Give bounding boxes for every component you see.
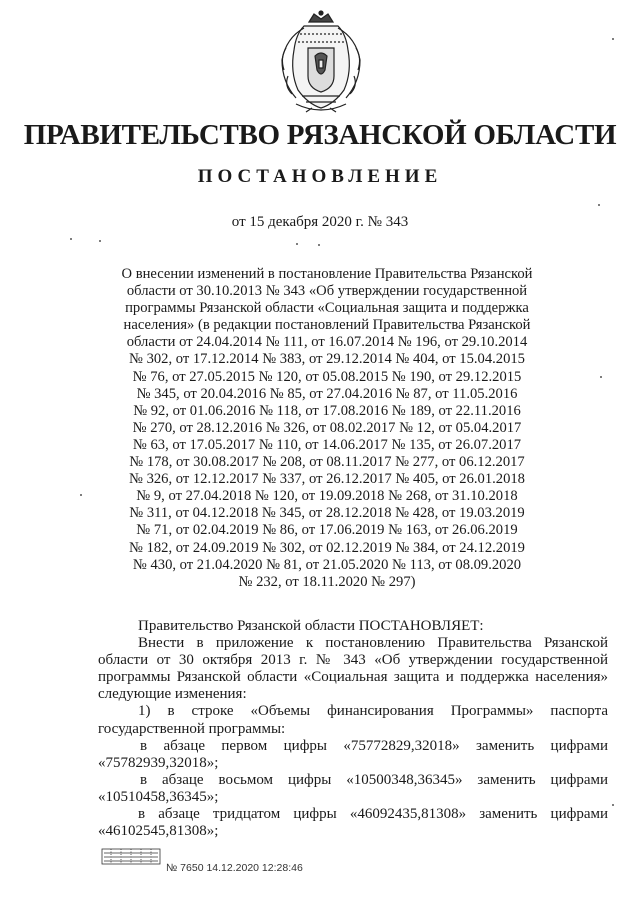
subject-line: № 178, от 30.08.2017 № 208, от 08.11.2017 № 277, от 06.12.2017	[129, 454, 525, 471]
archive-stamp-icon	[101, 848, 161, 865]
subitem-line: «46102545,81308»;	[98, 823, 219, 840]
document-body	[98, 618, 608, 840]
subitem-line: «10510458,36345»;	[98, 788, 219, 805]
subitem-line: в абзаце тридцатом цифры «46092435,81308» заменить цифрами	[138, 806, 608, 823]
subject-line: № 9, от 27.04.2018 № 120, от 19.09.2018 № 268, от 31.10.2018	[136, 488, 518, 505]
scan-speck	[80, 494, 82, 496]
subject-line: № 270, от 28.12.2016 № 326, от 08.02.2017 № 12, от 05.04.2017	[132, 419, 522, 436]
decree-intro: Правительство Рязанской области ПОСТАНОВЛЯЕТ:	[138, 618, 484, 634]
item-line: 1) в строке «Объемы финансирования Программы» паспорта	[138, 703, 608, 720]
item-line: государственной программы:	[98, 720, 286, 737]
subject-line: № 302, от 17.12.2014 № 383, от 29.12.2014 № 404, от 15.04.2015	[129, 351, 525, 368]
scan-speck	[600, 376, 602, 378]
scan-speck	[598, 204, 600, 206]
scan-speck	[318, 244, 320, 246]
scan-speck	[99, 240, 101, 242]
subject-line: № 92, от 01.06.2016 № 118, от 17.08.2016 № 189, от 22.11.2016	[133, 402, 521, 419]
subject-line: № 71, от 02.04.2019 № 86, от 17.06.2019 № 163, от 26.06.2019	[136, 522, 518, 539]
subject-line: О внесении изменений в постановление Правительства Рязанской	[121, 266, 533, 282]
scan-speck	[296, 243, 298, 245]
subject-line: программы Рязанской области «Социальная защита и поддержка	[125, 300, 529, 317]
subject-line: № 430, от 21.04.2020 № 81, от 21.05.2020 № 113, от 08.09.2020	[132, 556, 522, 573]
subitem-line: в абзаце восьмом цифры «10500348,36345» заменить цифрами	[140, 771, 608, 788]
scan-speck	[612, 38, 614, 40]
subject-line: области от 30.10.2013 № 343 «Об утверждении государственной	[126, 283, 528, 300]
paragraph-line: области от 30 октября 2013 г. № 343 «Об утверждении государственной	[98, 652, 608, 669]
scan-speck	[70, 238, 72, 240]
subject-line: № 182, от 24.09.2019 № 302, от 02.12.2019 № 384, от 24.12.2019	[129, 539, 525, 556]
subitem-line: в абзаце первом цифры «75772829,32018» заменить цифрами	[140, 737, 608, 754]
subitem-line: «75782939,32018»;	[98, 754, 219, 771]
document-date-number: от 15 декабря 2020 г. № 343	[231, 214, 409, 230]
document-type-title: ПОСТАНОВЛЕНИЕ	[197, 166, 443, 187]
subject-line: № 232, от 18.11.2020 № 297)	[238, 573, 416, 590]
paragraph-line: Внести в приложение к постановлению Правительства Рязанской	[138, 635, 608, 652]
coat-of-arms-emblem	[276, 8, 366, 114]
paragraph-line: программы Рязанской области «Социальная защита и поддержка населения»	[98, 669, 608, 686]
paragraph-line: следующие изменения:	[98, 686, 247, 703]
subject-line: области от 24.04.2014 № 111, от 16.07.2014 № 196, от 29.10.2014	[126, 334, 528, 351]
scan-speck	[612, 804, 614, 806]
subject-line: № 76, от 27.05.2015 № 120, от 05.08.2015 № 190, от 29.12.2015	[132, 368, 522, 385]
subject-line: № 63, от 17.05.2017 № 110, от 14.06.2017 № 135, от 26.07.2017	[132, 436, 522, 453]
subject-line: населения» (в редакции постановлений Правительства Рязанской	[123, 317, 531, 334]
subject-line: № 345, от 20.04.2016 № 85, от 27.04.2016 № 87, от 11.05.2016	[136, 385, 518, 402]
document-subject	[112, 266, 542, 591]
registration-stamp: № 7650 14.12.2020 12:28:46	[166, 862, 303, 874]
subject-line: № 311, от 04.12.2018 № 345, от 28.12.2018 № 428, от 19.03.2019	[129, 505, 525, 522]
organization-title: ПРАВИТЕЛЬСТВО РЯЗАНСКОЙ ОБЛАСТИ	[23, 119, 617, 151]
subject-line: № 326, от 12.12.2017 № 337, от 26.12.2017 № 405, от 26.01.2018	[129, 471, 525, 488]
